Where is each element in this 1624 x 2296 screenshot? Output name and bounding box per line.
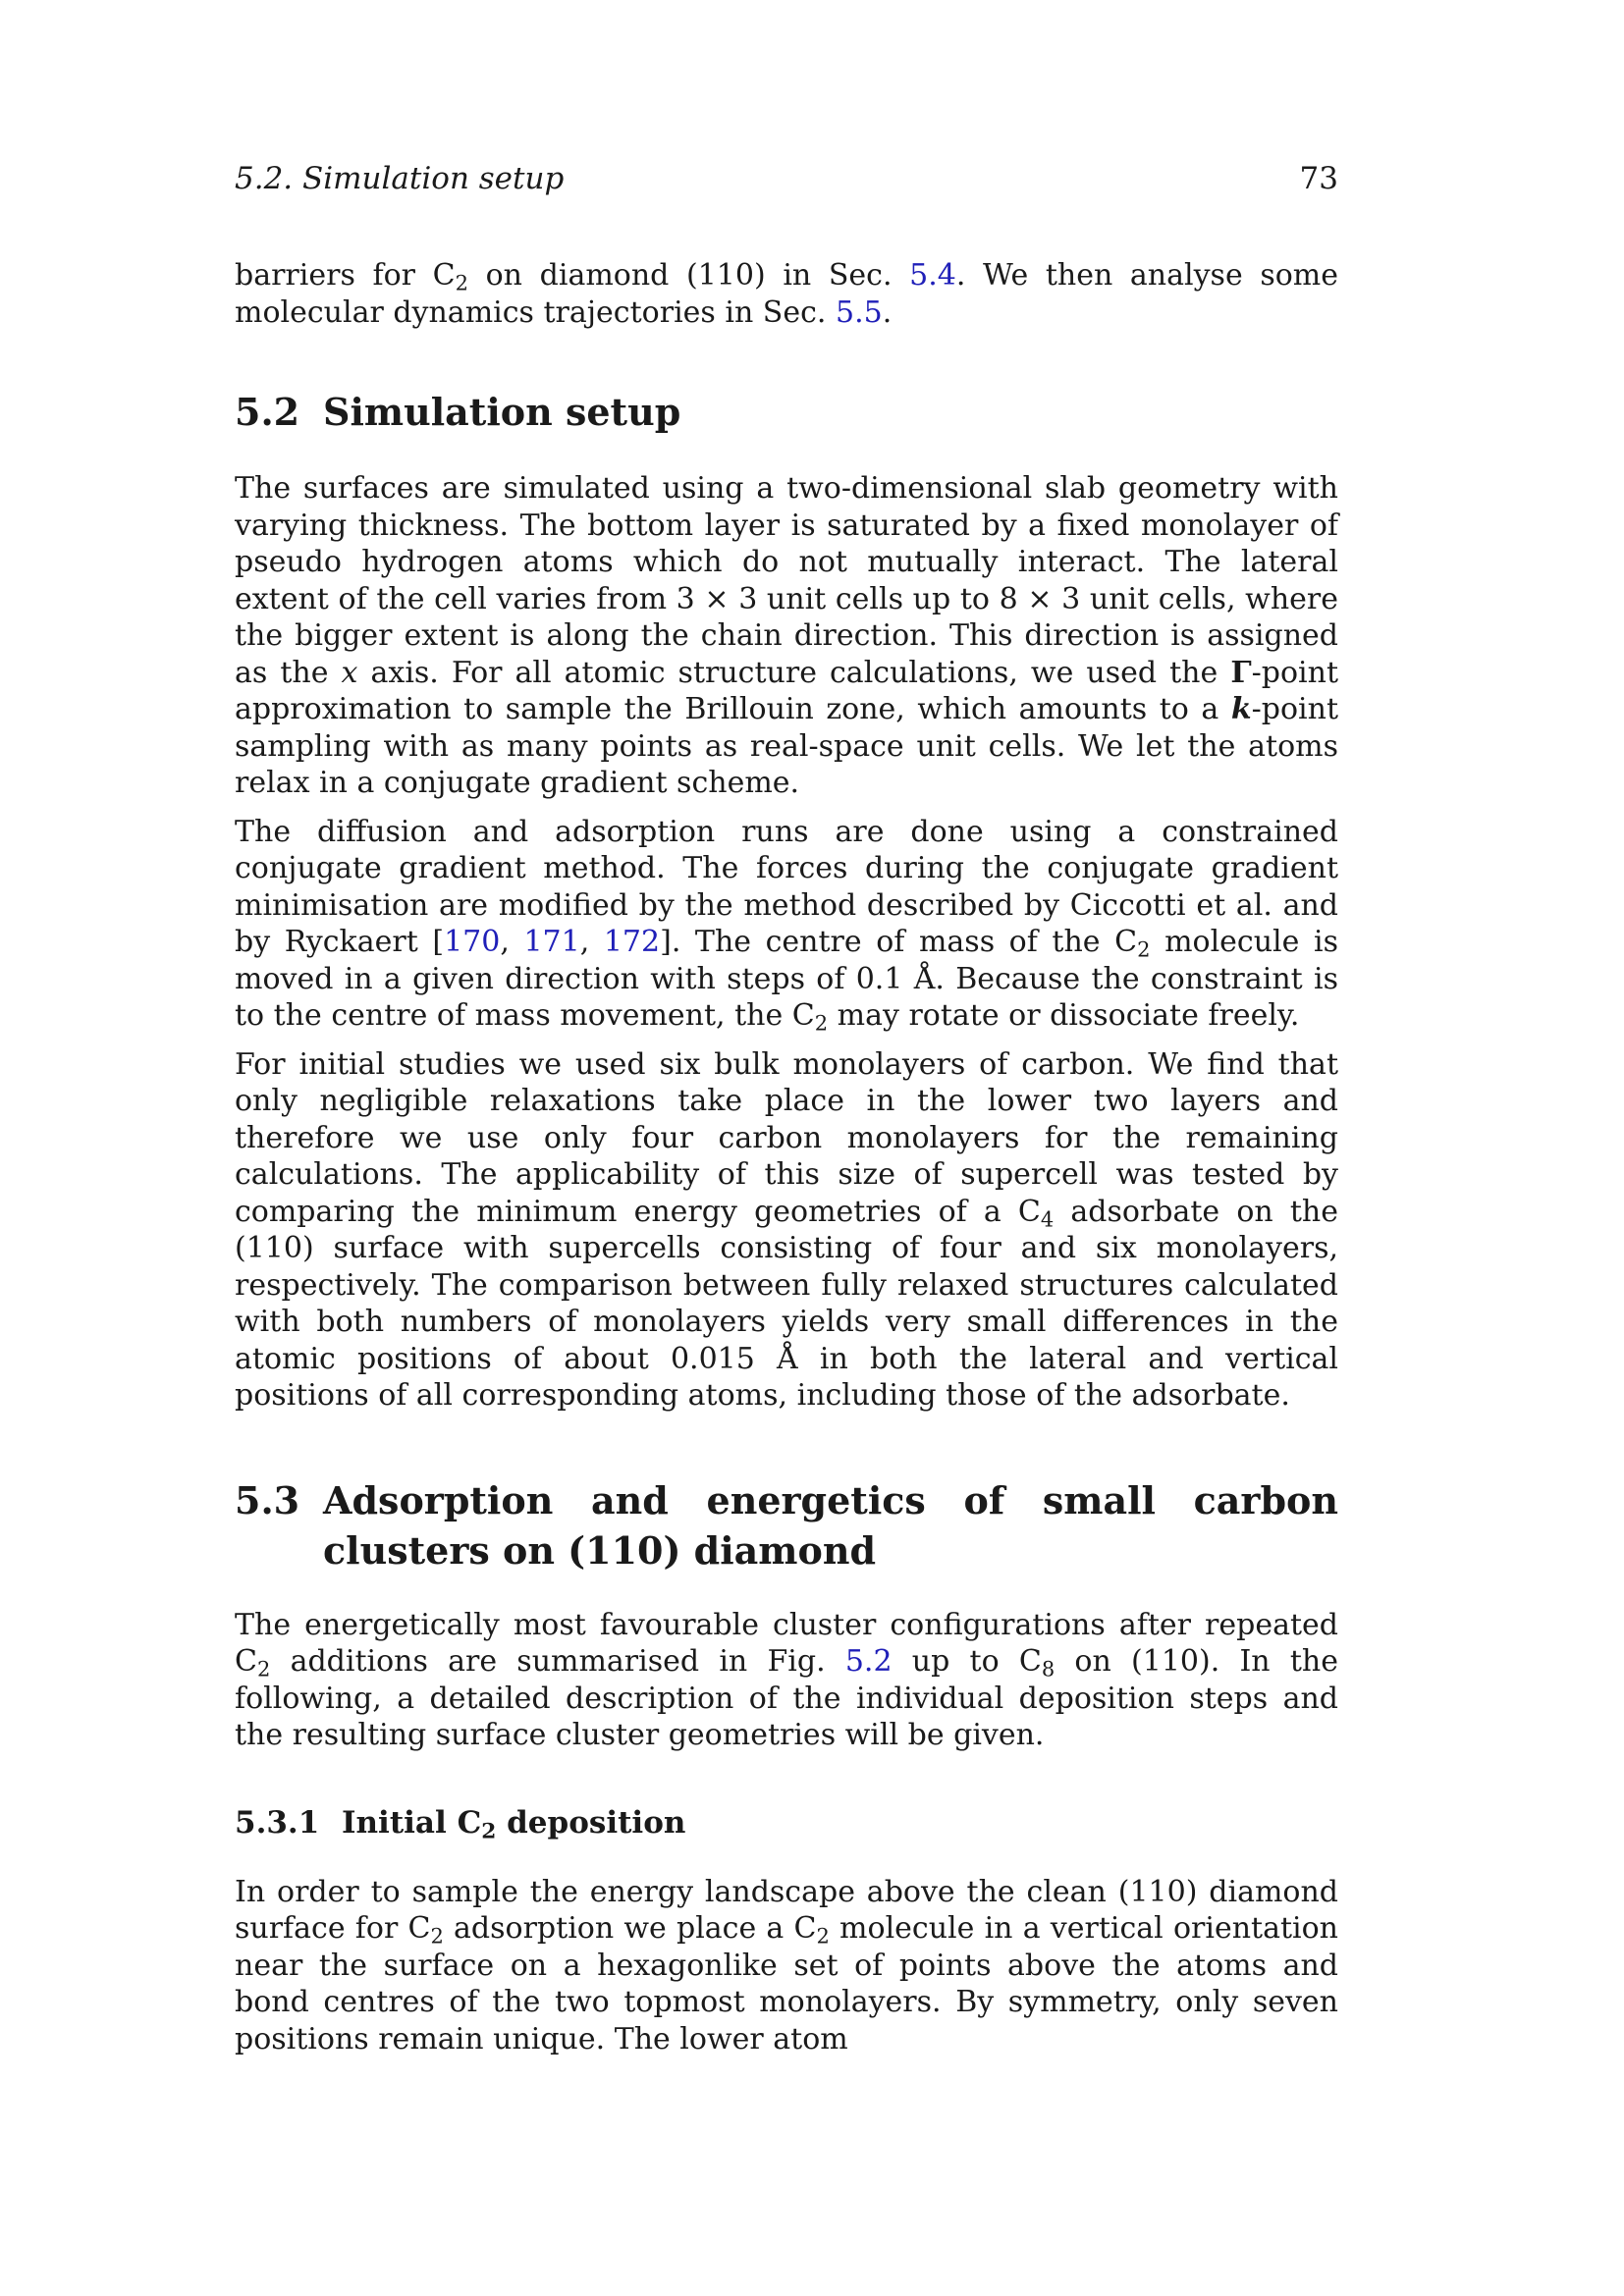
- section-heading-5-2: [235, 387, 1338, 437]
- ref-sec-5-4[interactable]: 5.4: [909, 258, 956, 293]
- running-head-section: 5.2. Simulation setup: [235, 161, 565, 196]
- citation-171[interactable]: 171: [523, 925, 580, 959]
- section-number: 5.2: [235, 390, 300, 434]
- subsection-heading-5-3-1: [235, 1803, 1338, 1842]
- section-title: Simulation setup: [323, 390, 681, 434]
- paragraph-slab-geometry: The surfaces are simulated using a two-dimensional slab geometry with varying thickness. The bottom layer is saturated by a fixed monolayer of pseudo hydrogen atoms which do not mutually interact. The lateral extent of the cell varies from 3 × 3 unit cells up to 8 × 3 unit cells, where the bigger extent is along the chain direction. This direction is assigned as the x axis. For all atomic structure calculations, we used the Γ-point approximation to sample the Brillouin zone, which amounts to a k-point sampling with as many points as real-space unit cells. We let the atoms relax in a conjugate gradient scheme.: [235, 471, 1339, 800]
- page-number: 73: [1299, 161, 1338, 196]
- section-heading-5-3: [235, 1475, 1338, 1575]
- paragraph-initial-deposition: In order to sample the energy landscape above the clean (110) diamond surface for $C_2$ adsorption we place a $C_2$ molecule in a vertical orientation near the surface on a hexagonlike set of points above the atoms and bond centres of the two topmost monolayers. By symmetry, only seven positions remain unique. The lower atom: [235, 1874, 1339, 2056]
- subsection-title: Initial $C_2$ deposition: [342, 1804, 686, 1843]
- ref-fig-5-2[interactable]: 5.2: [844, 1644, 893, 1679]
- paragraph-diffusion-runs: The diffusion and adsorption runs are done using a constrained conjugate gradient method. The forces during the conjugate gradient minimisation are modified by the method described by Ciccotti et al. and by Ryckaert [170, 171, 172]. The centre of mass of the $C_2$ molecule is moved in a given direction with steps of 0.1 Å. Because the constraint is to the centre of mass movement, the $C_2$ may rotate or dissociate freely.: [235, 814, 1338, 1036]
- section-number: 5.3: [235, 1477, 300, 1522]
- section-title: Adsorption and energetics of small carbon clusters on (110) diamond: [323, 1477, 1338, 1573]
- ref-sec-5-5[interactable]: 5.5: [835, 294, 883, 330]
- running-head: [235, 161, 1338, 200]
- paragraph-monolayers: For initial studies we used six bulk monolayers of carbon. We find that only negligible relaxations take place in the lower two layers and therefore we use only four carbon monolayers for the remaining calculations. The applicability of this size of supercell was tested by comparing the minimum energy geometries of a $C_4$ adsorbate on the (110) surface with supercells consisting of four and six monolayers, respectively. The comparison between fully relaxed structures calculated with both numbers of monolayers yields very small differences in the atomic positions of about 0.015 Å in both the lateral and vertical positions of all corresponding atoms, including those of the adsorbate.: [235, 1046, 1338, 1413]
- page-body: [235, 257, 1338, 2057]
- citation-170[interactable]: 170: [444, 925, 501, 959]
- subsection-number: 5.3.1: [235, 1804, 320, 1841]
- citation-172[interactable]: 172: [603, 925, 661, 959]
- paragraph-cluster-configurations: The energetically most favourable cluster configurations after repeated $C_2$ additions are summarised in Fig. 5.2 up to $C_8$ on (110). In the following, a detailed description of the individual deposition steps and the resulting surface cluster geometries will be given.: [235, 1607, 1338, 1752]
- intro-paragraph: barriers for $C_2$ on diamond (110) in Sec. 5.4. We then analyse some molecular dynamics trajectories in Sec. 5.5.: [235, 258, 1339, 330]
